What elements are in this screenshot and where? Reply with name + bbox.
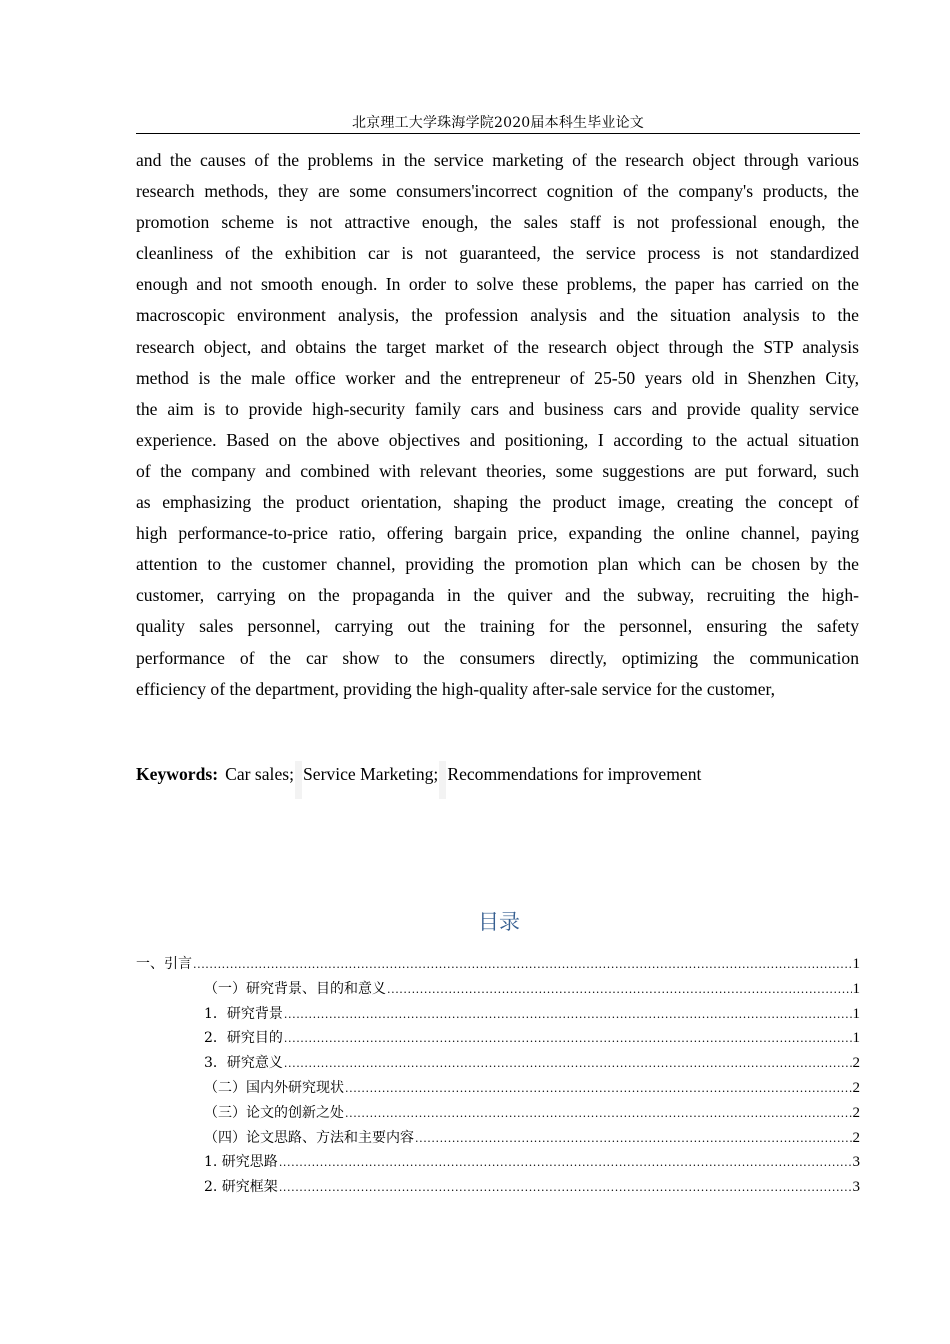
abstract-line: efficiency of the department, providing the high-quality after-sale service for the customer,: [136, 678, 776, 699]
toc-entry[interactable]: [136, 1150, 860, 1175]
abstract-line: performance of the car show to the consumers directly, optimizing the communication: [136, 647, 859, 668]
toc-dot-leader: [284, 1051, 852, 1077]
toc-entry[interactable]: [136, 1076, 860, 1101]
abstract-line: experience. Based on the above objectives and positioning, I according to the actual situation: [136, 429, 859, 450]
toc-entry[interactable]: [136, 1026, 860, 1051]
toc-entry-label: 1. 研究思路: [204, 1154, 278, 1171]
toc-entry-label: 一、引言: [136, 956, 192, 972]
abstract-body: [136, 145, 859, 705]
page-header: 北京理工大学珠海学院2020届本科生毕业论文: [351, 115, 645, 131]
abstract-line: method is the male office worker and the entrepreneur of 25-50 years old in Shenzhen City,: [136, 367, 859, 388]
abstract-line: quality sales personnel, carrying out the training for the personnel, ensuring the safety: [136, 616, 859, 637]
toc-entry-label: 2. 研究框架: [204, 1179, 278, 1196]
keywords-label: Keywords:: [136, 764, 219, 784]
toc-entry[interactable]: [136, 1002, 860, 1027]
abstract-line: of the company and combined with relevant theories, some suggestions are put forward, such: [136, 460, 859, 481]
toc-page-number: 1: [852, 1005, 860, 1022]
abstract-line: as emphasizing the product orientation, shaping the product image, creating the concept of: [136, 492, 859, 513]
toc-page-number: 1: [852, 956, 860, 972]
keyword-separator-mark: [295, 761, 302, 799]
toc-entry[interactable]: [136, 1126, 860, 1151]
keyword: Recommendations for improvement: [447, 764, 702, 784]
toc-dot-leader: [284, 1002, 852, 1028]
toc-dot-leader: [345, 1101, 852, 1127]
toc-entry-label: （二）国内外研究现状: [204, 1079, 344, 1096]
abstract-line: the aim is to provide high-security family cars and business cars and provide quality service: [136, 398, 859, 419]
toc-dot-leader: [345, 1076, 852, 1102]
toc-entry-label: 2．研究目的: [204, 1030, 283, 1047]
toc-dot-leader: [284, 1026, 852, 1052]
toc-page-number: 1: [852, 980, 860, 997]
toc-page-number: 2: [852, 1079, 860, 1096]
toc-page-number: 3: [852, 1154, 860, 1171]
toc-page-number: 1: [852, 1030, 860, 1047]
toc-dot-leader: [387, 977, 852, 1003]
toc-page-number: 2: [852, 1104, 860, 1121]
toc-page-number: 2: [852, 1129, 860, 1146]
abstract-line: research object, and obtains the target market of the research object through the STP analysis: [136, 336, 859, 357]
toc-entry-label: （四）论文思路、方法和主要内容: [204, 1129, 414, 1146]
keyword: Car sales;: [225, 764, 294, 784]
toc-page-number: 3: [852, 1179, 860, 1196]
toc-dot-leader: [415, 1126, 852, 1152]
toc-entry[interactable]: [136, 952, 860, 977]
toc-entry-label: 1．研究背景: [204, 1005, 283, 1022]
toc-entry[interactable]: [136, 1101, 860, 1126]
keyword-separator-mark: [439, 761, 446, 799]
abstract-line: macroscopic environment analysis, the profession analysis and the situation analysis to the: [136, 305, 859, 326]
toc-title: 目录: [478, 910, 520, 934]
toc-entry-label: （一）研究背景、目的和意义: [204, 980, 386, 997]
abstract-line: and the causes of the problems in the service marketing of the research object through various: [136, 150, 859, 170]
abstract-line: enough and not smooth enough. In order to solve these problems, the paper has carried on the: [136, 274, 859, 295]
header-divider: [136, 133, 860, 134]
abstract-line: attention to the customer channel, providing the promotion plan which can be chosen by the: [136, 554, 859, 575]
toc-entry[interactable]: [136, 1175, 860, 1200]
toc-dot-leader: [279, 1175, 852, 1201]
toc-entry[interactable]: [136, 977, 860, 1002]
toc-entry[interactable]: [136, 1051, 860, 1076]
abstract-line: promotion scheme is not attractive enough, the sales staff is not professional enough, the: [136, 212, 859, 233]
toc-page-number: 2: [852, 1055, 860, 1072]
table-of-contents: [136, 952, 860, 1200]
keywords-line: [136, 761, 701, 799]
abstract-line: cleanliness of the exhibition car is not guaranteed, the service process is not standardized: [136, 243, 859, 264]
abstract-line: customer, carrying on the propaganda in the quiver and the subway, recruiting the high-: [136, 585, 859, 606]
toc-entry-label: （三）论文的创新之处: [204, 1104, 344, 1121]
abstract-line: research methods, they are some consumers'incorrect cognition of the company's products, the: [136, 181, 859, 202]
toc-dot-leader: [279, 1150, 852, 1176]
abstract-line: high performance-to-price ratio, offering bargain price, expanding the online channel, paying: [136, 523, 859, 544]
toc-entry-label: 3．研究意义: [204, 1055, 283, 1072]
toc-dot-leader: [193, 952, 852, 978]
keyword: Service Marketing;: [302, 764, 439, 784]
